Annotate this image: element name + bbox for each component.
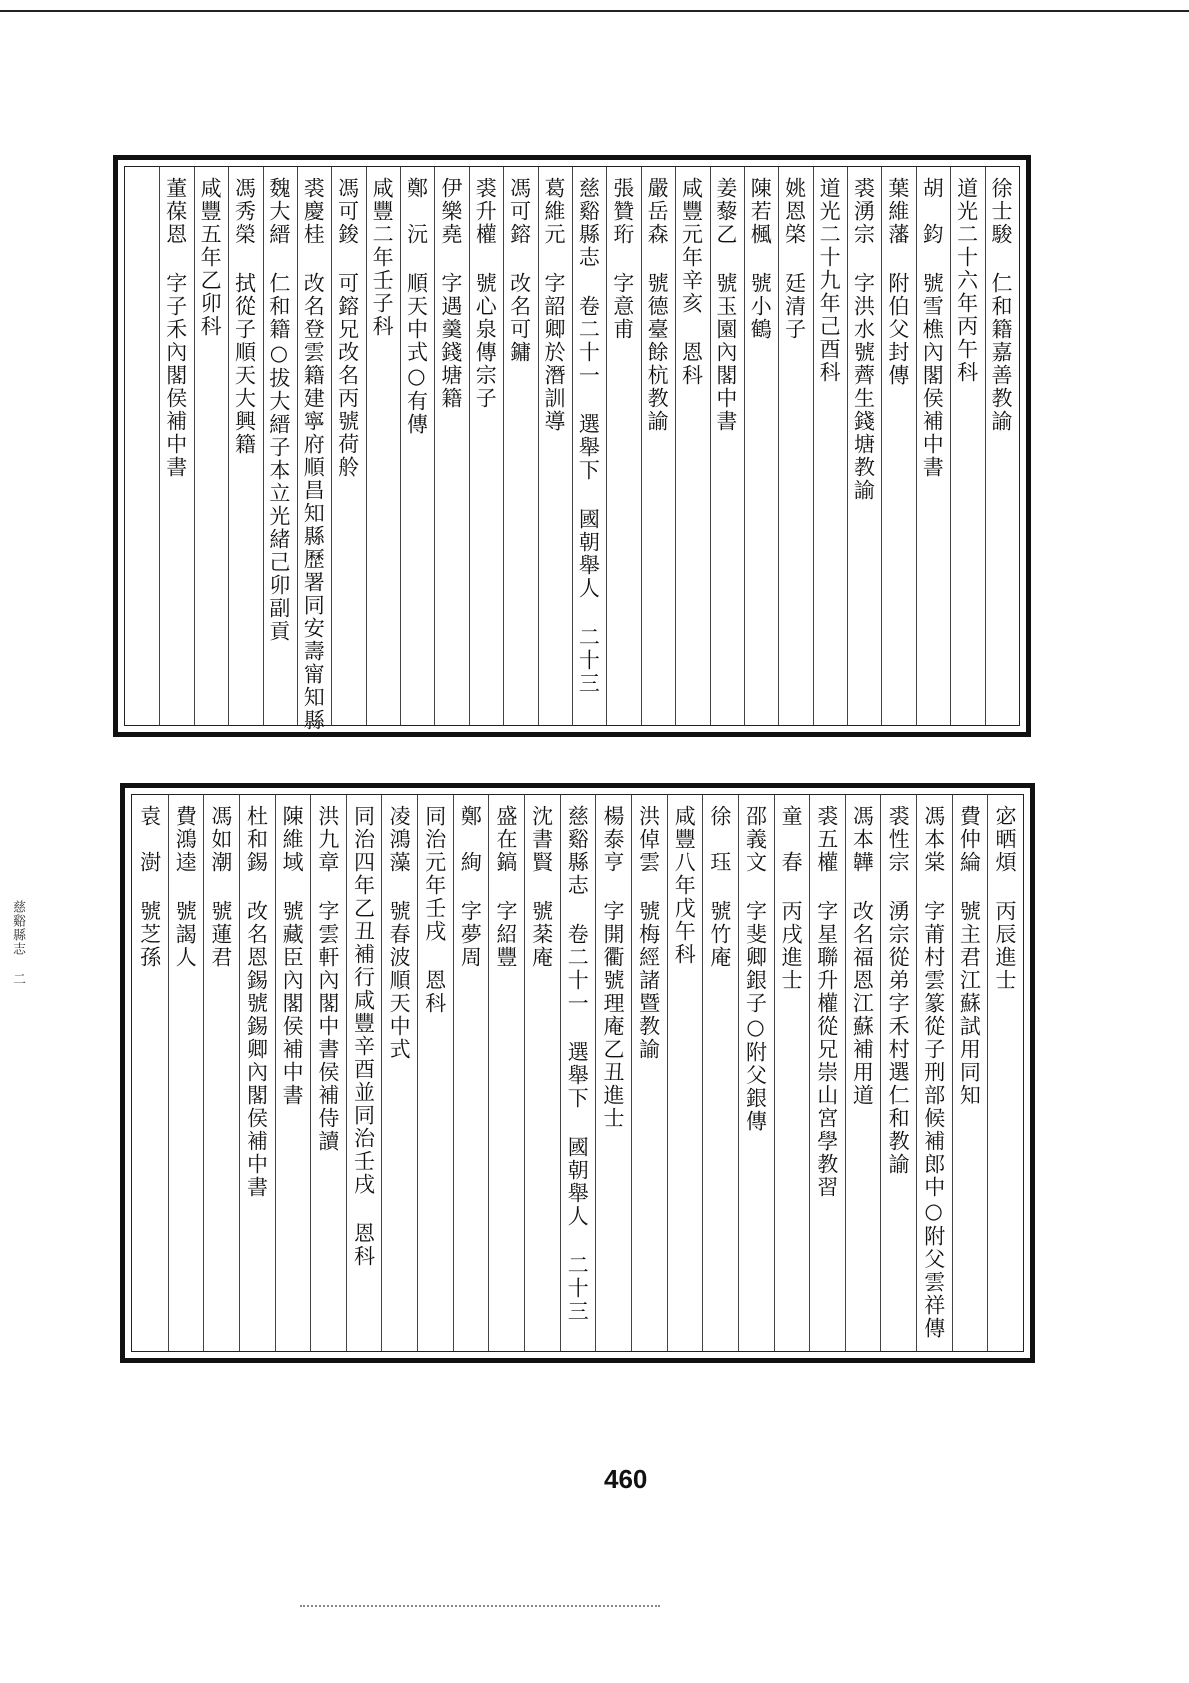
upper-column-text: 葉維藩 附伯父封傳 [885,177,910,387]
lower-column [381,795,417,1351]
upper-column [228,167,262,725]
upper-column-text: 葛維元 字韶卿於潛訓導 [541,177,566,433]
lower-column [845,795,881,1351]
lower-column-text: 凌鴻藻 號春波順天中式 [387,805,412,1061]
upper-column-text: 裘湧宗 字洪水號薺生錢塘教諭 [851,177,876,502]
upper-column [847,167,881,725]
upper-column [675,167,709,725]
upper-column-text: 道光二十六年丙午科 [954,177,979,384]
upper-column-text: 道光二十九年己酉科 [817,177,842,384]
lower-column-text: 楊泰亨 字開衢號理庵乙丑進士 [600,805,625,1130]
lower-column-text: 馮如潮 號蓮君 [208,805,233,969]
lower-column [809,795,845,1351]
upper-column [366,167,400,725]
lower-column-text: 馮本韡 改名福恩江蘇補用道 [850,805,875,1107]
lower-column [488,795,524,1351]
lower-column [203,795,239,1351]
lower-column [132,795,168,1351]
lower-column-text: 陳維域 號藏臣內閣侯補中書 [280,805,305,1107]
upper-column-grid [124,166,1020,732]
upper-column [331,167,365,725]
lower-column-text: 童 春 丙戌進士 [779,805,804,992]
upper-column-text: 咸豐二年壬子科 [370,177,395,338]
lower-page-panel [120,783,1035,1363]
page-number: 460 [604,1464,648,1494]
lower-column-text: 洪倬雲 號梅經諸暨教諭 [636,805,661,1061]
lower-column [346,795,382,1351]
upper-column [778,167,812,725]
upper-column-text: 魏大縉 仁和籍○拔大縉子本立光緒己卯副貢 [266,177,291,643]
upper-column [985,167,1019,725]
lower-column [880,795,916,1351]
upper-column [641,167,675,725]
upper-column-text: 裘慶桂 改名登雲籍建寧府順昌知縣歷署同安壽甯知縣 [301,177,326,732]
upper-column-text: 陳若楓 號小鶴 [748,177,773,341]
lower-column [774,795,810,1351]
upper-column-text: 馮可鎔 改名可鏞 [507,177,532,364]
lower-column [738,795,774,1351]
lower-column [417,795,453,1351]
upper-column [538,167,572,725]
upper-column [400,167,434,725]
lower-column-text: 咸豐八年戊午科 [672,805,697,966]
lower-column-text: 裘五權 字星聯升權從兄崇山宮學教習 [814,805,839,1199]
upper-column [263,167,297,725]
lower-column-text: 同治四年乙丑補行咸豐辛酉並同治壬戌 恩科 [351,805,376,1268]
upper-column [434,167,468,725]
upper-page-panel [113,155,1031,737]
upper-column-text: 裘升權 號心泉傳宗子 [473,177,498,410]
upper-column [125,167,159,725]
lower-column [275,795,311,1351]
upper-column-text: 咸豐元年辛亥 恩科 [679,177,704,387]
upper-column [572,167,606,725]
upper-column [503,167,537,725]
lower-column [987,795,1023,1351]
upper-column [194,167,228,725]
upper-column-text: 伊樂堯 字遇羹錢塘籍 [438,177,463,410]
lower-column-text: 徐 珏 號竹庵 [707,805,732,969]
lower-column [453,795,489,1351]
upper-column-text: 嚴岳森 號德臺餘杭教諭 [645,177,670,433]
upper-column-text: 董葆恩 字子禾內閣侯補中書 [163,177,188,479]
lower-column-grid [131,794,1024,1352]
upper-column-text: 鄭 沅 順天中式○有傳 [404,177,429,436]
upper-column-text: 馮秀榮 拭從子順天大興籍 [232,177,257,456]
upper-column-text: 姚恩棨 廷清子 [782,177,807,341]
scan-noise [300,1605,660,1609]
lower-column [560,795,596,1351]
upper-column [297,167,331,732]
lower-column [702,795,738,1351]
lower-column [916,795,952,1351]
upper-column [606,167,640,725]
lower-column-text: 袁 澍 號芝孫 [137,805,162,969]
lower-column-text: 杜和錫 改名恩錫號錫卿內閣侯補中書 [244,805,269,1199]
lower-column [524,795,560,1351]
top-rule [0,10,1189,12]
upper-column [881,167,915,725]
lower-column-text: 馮本棠 字莆村雲篆從子刑部候補郎中○附父雲祥傳 [921,805,946,1340]
lower-column-text: 同治元年壬戌 恩科 [422,805,447,1015]
upper-column [469,167,503,725]
margin-note: 慈谿縣志 二 [10,900,25,986]
lower-column-text: 邵義文 字斐卿銀子○附父銀傳 [743,805,768,1133]
upper-column [950,167,984,725]
lower-column-text: 宓晒煩 丙辰進士 [992,805,1017,992]
upper-column-text: 張贊珩 字意甫 [610,177,635,341]
upper-column [159,167,193,725]
lower-column-text: 洪九章 字雲軒內閣中書侯補侍讀 [315,805,340,1153]
upper-column [813,167,847,725]
lower-column-text: 慈谿縣志 卷二十一 選舉下 國朝舉人 二十三 [565,805,590,1323]
lower-column-text: 裘性宗 湧宗從弟字禾村選仁和教諭 [886,805,911,1176]
upper-column [744,167,778,725]
lower-column [952,795,988,1351]
upper-column-text: 咸豐五年乙卯科 [198,177,223,338]
upper-column-text: 慈谿縣志 卷二十一 選舉下 國朝舉人 二十三 [576,177,601,695]
upper-column [710,167,744,725]
lower-column [310,795,346,1351]
lower-column [239,795,275,1351]
lower-column [667,795,703,1351]
lower-column-text: 費仲綸 號主君江蘇試用同知 [957,805,982,1107]
lower-column-text: 費鴻逵 號謁人 [173,805,198,969]
lower-column [168,795,204,1351]
lower-column [631,795,667,1351]
lower-column [595,795,631,1351]
lower-column-text: 盛在鎬 字紹豐 [494,805,519,969]
upper-column-text: 馮可鋑 可鎔兄改名丙號荷舲 [335,177,360,479]
upper-column-text: 徐士駿 仁和籍嘉善教諭 [988,177,1013,433]
upper-column-text: 胡 鈞 號雪樵內閣侯補中書 [920,177,945,479]
lower-column-text: 鄭 絢 字夢周 [458,805,483,969]
lower-column-text: 沈書賢 號棻庵 [529,805,554,969]
upper-column-text: 姜藜乙 號玉園內閣中書 [713,177,738,433]
upper-column [916,167,950,725]
